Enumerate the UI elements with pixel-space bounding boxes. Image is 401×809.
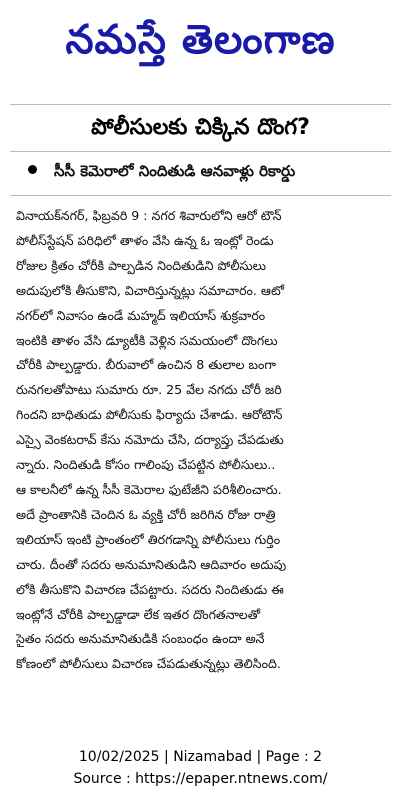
article-line: ఇంటికి తాళం వేసి డ్యూటీకి వెళ్లిన సమయంలో దొంగలు [16, 332, 278, 348]
article-headline: పోలీసులకు చిక్కిన దొంగ? [91, 115, 310, 140]
article-line: చారు. దీంతో సదరు అనుమానితుడిని ఆదివారం అదుపు [16, 556, 287, 572]
article-line: ఇంట్లోనే చోరీకి పాల్పడ్డాడా లేక ఇతర దొంగతనాలతో [16, 606, 261, 622]
article-line: న్నారు. నిందితుడి కోసం గాలింపు చేపట్టిన పోలీసులు.. [16, 457, 276, 473]
article-line: అదుపులోకి తీసుకొని, విచారిస్తున్నట్లు సమాచారం. ఆటో [16, 282, 285, 298]
article-line: ఆ కాలనీలో ఉన్న సీసీ కెమెరాల ఫుటేజీని పరిశీలించారు. [16, 481, 282, 497]
article-subheadline: సీసీ కెమెరాలో నిందితుడి ఆనవాళ్లు రికార్డు [54, 162, 296, 180]
article-line: గిందని బాధితుడు పోలీసుకు ఫిర్యాదు చేశాడు. ఆరోటౌన్ [16, 407, 283, 423]
article-line: పోలీస్‌స్టేషన్ పరిధిలో తాళం వేసి ఉన్న ఓ ఇంట్లో రెండు [16, 232, 274, 248]
article-line: రోజుల క్రితం చోరీకి పాల్పడిన నిందితుడిని పోలీసులు [16, 257, 267, 273]
bullet-icon [28, 165, 37, 174]
headline-area [10, 104, 391, 152]
masthead [0, 0, 401, 92]
article-line: సైతం సదరు అనుమానితుడికి సంబంధం ఉందా అనే [16, 631, 265, 647]
subheadline-row [10, 152, 391, 196]
edition-info: 10/02/2025 | Nizamabad | Page : 2 [78, 749, 323, 765]
article-line: అదే ప్రాంతానికి చెందిన ఓ వ్యక్తి చోరీ జరిగిన రోజు రాత్రి [16, 506, 276, 522]
article-line: ఎస్సై వెంకటరావ్ కేసు నమోదు చేసి, దర్యాప్తు చేపడుతు [16, 432, 284, 448]
footer [0, 746, 401, 790]
article-body [16, 204, 386, 677]
source-link[interactable]: Source : https://epaper.ntnews.com/ [73, 771, 328, 787]
article-line: కోణంలో పోలీసులు విచారణ చేపడుతున్నట్లు తెలిసింది. [16, 656, 281, 672]
article-line: ఇలియాస్ ఇంటి ప్రాంతంలో తిరగడాన్ని పోలీసులు గుర్తిం [16, 531, 281, 547]
article-line: లోకి తీసుకొని విచారణ చేపట్టారు. సదరు నిందితుడు ఈ [16, 581, 284, 597]
article-line: రునగలతోపాటు సుమారు రూ. 25 వేల నగదు చోరీ జరి [16, 382, 282, 398]
newspaper-logo: నమస్తే తెలంగాణ [65, 16, 336, 63]
article-line: నగర్‌లో నివాసం ఉండే మహ్మద్ ఇలియాస్ శుక్రవారం [16, 307, 266, 323]
article-line: చోరీకి పాల్పడ్డారు. బీరువాలో ఉంచిన 8 తులాల బంగా [16, 357, 276, 373]
article-line: వినాయక్‌నగర్, ఫిబ్రవరి 9 : నగర శివారులోని ఆరో టౌన్ [16, 208, 282, 223]
